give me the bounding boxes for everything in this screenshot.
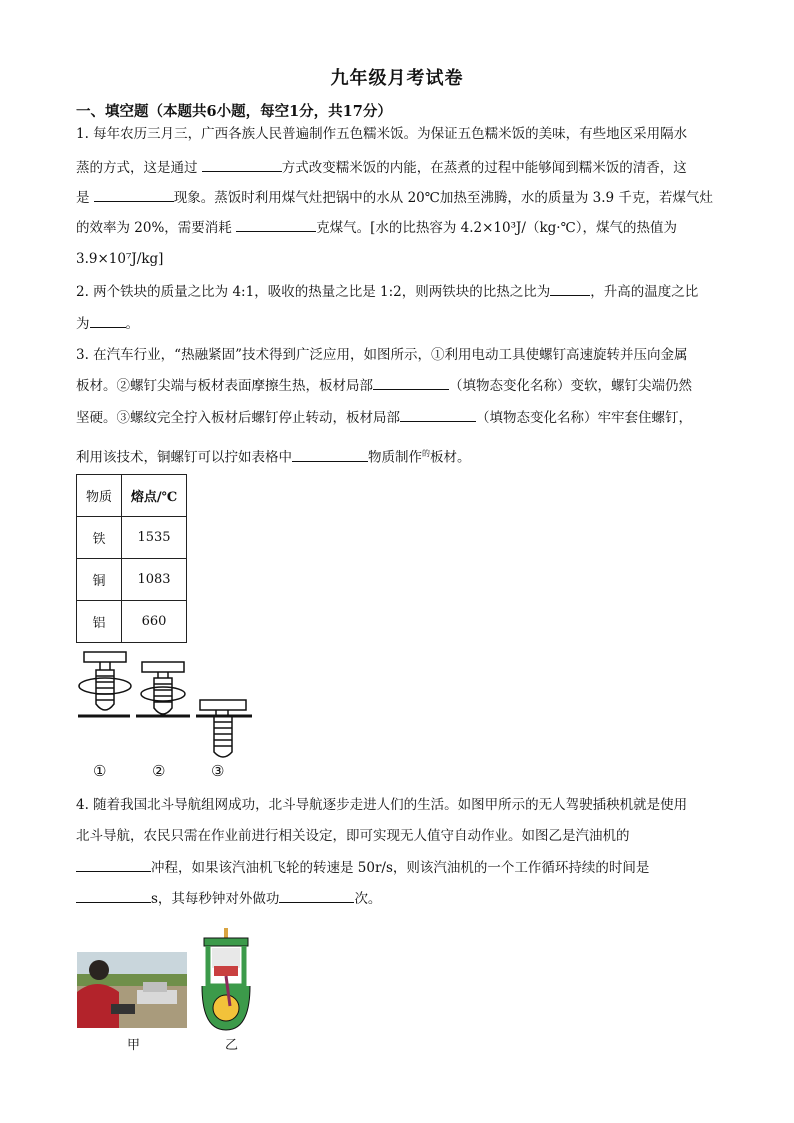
q3-line-4: 利用该技术，铜螺钉可以拧如表格中 物质制作$^的$板材。	[76, 444, 471, 468]
figure-label: ②	[152, 762, 166, 780]
section-heading: 一、填空题（本题共6小题，每空1分，共17分）	[76, 103, 392, 120]
q2-line-1: 2. 两个铁块的质量之比为 4:1，吸收的热量之比是 1:2，则两铁块的比热之比为 ，升高的温度之比	[76, 281, 698, 302]
q1-line-4: 的效率为 20%，需要消耗 克煤气。[水的比热容为 4.2×10³J/（kg·℃），煤气的热值为	[76, 217, 677, 238]
blank[interactable]	[236, 217, 316, 232]
screw-stage-3	[196, 700, 252, 757]
q3-line-1: 3. 在汽车行业，“热融紧固”技术得到广泛应用，如图所示，①利用电动工具使螺钉高速旋转并压向金属	[76, 347, 688, 363]
table-cell: 铝	[77, 601, 122, 643]
blank[interactable]	[76, 857, 151, 872]
q1-line-2: 蒸的方式，这是通过 方式改变糯米饭的内能，在蒸煮的过程中能够闻到糯米饭的清香，这	[76, 157, 687, 178]
blank[interactable]	[90, 313, 126, 328]
figure-label: ①	[93, 762, 107, 780]
q2-line-2: 为 。	[76, 313, 139, 334]
figure-caption-yi: 乙	[225, 1038, 239, 1053]
table-header-row	[77, 475, 187, 517]
table-cell: 1083	[122, 559, 187, 601]
page-title: 九年级月考试卷	[330, 68, 464, 89]
table-cell: 1535	[122, 517, 187, 559]
table-row	[77, 601, 187, 643]
table-cell: 660	[122, 601, 187, 643]
blank[interactable]	[550, 281, 590, 296]
q3-line-2: 板材。②螺钉尖端与板材表面摩擦生热，板材局部 （填物态变化名称）变软，螺钉尖端仍然	[76, 375, 692, 396]
figure-label: ③	[211, 762, 225, 780]
q1-line-1: 1. 每年农历三月三，广西各族人民普遍制作五色糯米饭。为保证五色糯米饭的美味，有些地区采用隔水	[76, 126, 688, 142]
table-row	[77, 559, 187, 601]
screw-stage-1	[78, 652, 131, 716]
q4-line-1: 4. 随着我国北斗导航组网成功，北斗导航逐步走进人们的生活。如图甲所示的无人驾驶插秧机就是使用	[76, 797, 688, 813]
table-cell: 铁	[77, 517, 122, 559]
figure-caption-jia: 甲	[127, 1038, 141, 1053]
screw-stage-2	[136, 662, 190, 716]
engine-diagram	[198, 926, 254, 1034]
q1-line-3: 是 现象。蒸饭时利用煤气灶把锅中的水从 20℃加热至沸腾，水的质量为 3.9 千克，若煤气灶	[76, 187, 713, 208]
q4-line-3: 冲程，如果该汽油机飞轮的转速是 50r/s，则该汽油机的一个工作循环持续的时间是	[76, 857, 649, 878]
table-cell: 铜	[77, 559, 122, 601]
blank[interactable]	[76, 888, 151, 903]
q1-line-5: 3.9×10⁷J/kg]	[76, 251, 164, 267]
blank[interactable]	[279, 888, 354, 903]
q4-line-2: 北斗导航，农民只需在作业前进行相关设定，即可实现无人值守自动作业。如图乙是汽油机的	[76, 828, 630, 844]
q3-line-3: 坚硬。③螺纹完全拧入板材后螺钉停止转动，板材局部 （填物态变化名称）牢牢套住螺钉，	[76, 407, 692, 428]
table-row	[77, 517, 187, 559]
blank[interactable]	[292, 447, 368, 462]
blank[interactable]	[202, 157, 282, 172]
table-header: 熔点/℃	[122, 475, 187, 517]
blank[interactable]	[94, 187, 174, 202]
blank[interactable]	[400, 407, 476, 422]
farmer-photo	[77, 952, 187, 1028]
table-header: 物质	[77, 475, 122, 517]
screw-process-figure	[70, 648, 260, 758]
q4-line-4: s，其每秒钟对外做功 次。	[76, 888, 381, 909]
melting-point-table	[76, 474, 187, 643]
blank[interactable]	[373, 375, 449, 390]
